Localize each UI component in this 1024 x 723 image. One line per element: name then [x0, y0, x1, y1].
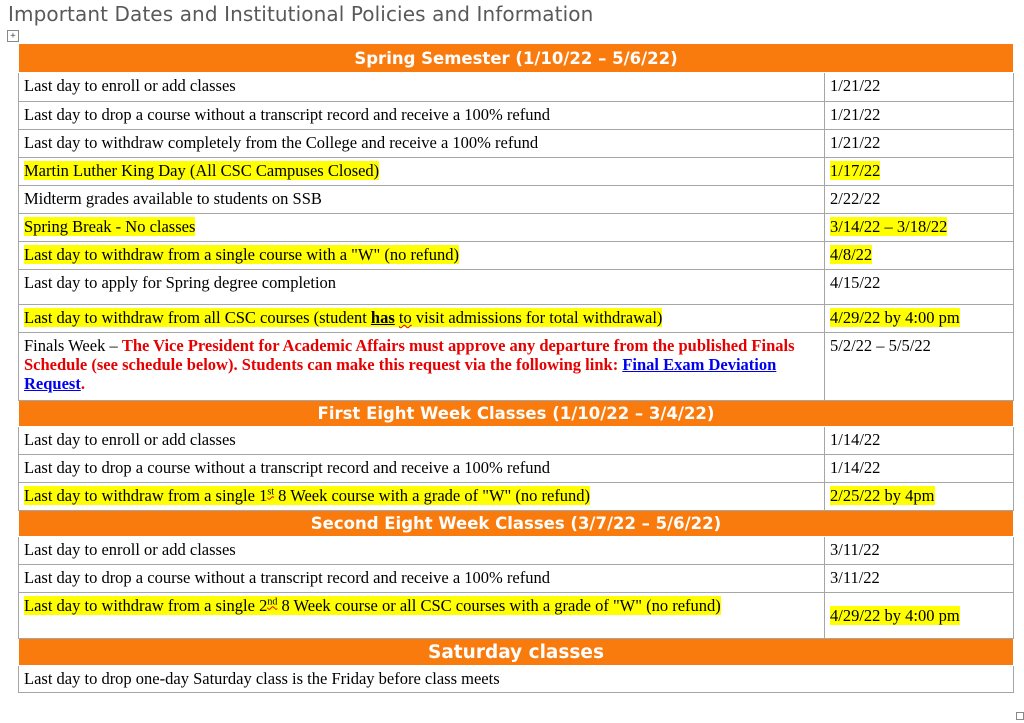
row-date: 3/11/22: [825, 565, 1014, 593]
table-row: [19, 242, 1014, 270]
ordinal-suffix: nd: [267, 596, 278, 608]
row-description: [19, 158, 825, 186]
row-description: [19, 593, 825, 639]
table-row: [19, 305, 1014, 333]
row-description: Last day to apply for Spring degree completion: [19, 270, 825, 305]
highlighted-text: 3/14/22 – 3/18/22: [830, 217, 948, 236]
row-description: Midterm grades available to students on SSB: [19, 186, 825, 214]
row-date: [825, 305, 1014, 333]
row-date: [825, 242, 1014, 270]
table-row: [19, 158, 1014, 186]
highlighted-text: [24, 308, 662, 327]
row-description: [19, 483, 825, 511]
row-date: 5/2/22 – 5/5/22: [825, 333, 1014, 401]
text-segment: visit admissions for total withdrawal): [411, 308, 663, 327]
table-move-handle-icon[interactable]: +: [7, 30, 19, 42]
highlighted-text: 2/25/22 by 4pm: [830, 486, 935, 505]
highlighted-text: Martin Luther King Day (All CSC Campuses Closed): [24, 161, 380, 180]
row-date: 1/21/22: [825, 73, 1014, 102]
table-row: [19, 537, 1014, 565]
table-row-finals: [19, 333, 1014, 401]
section-title: First Eight Week Classes (1/10/22 – 3/4/22): [19, 401, 1014, 427]
table-row: [19, 186, 1014, 214]
row-date: [825, 214, 1014, 242]
text-segment: 8 Week course or all CSC courses with a grade of "W" (no refund): [277, 596, 721, 615]
finals-period: .: [80, 374, 85, 393]
underlined-word: has: [370, 308, 395, 327]
row-description: Last day to withdraw completely from the College and receive a 100% refund: [19, 130, 825, 158]
row-description: [19, 333, 825, 401]
table-row: [19, 427, 1014, 455]
section-title: Second Eight Week Classes (3/7/22 – 5/6/22): [19, 511, 1014, 537]
row-date: 1/14/22: [825, 455, 1014, 483]
text-segment: Last day to withdraw from a single 2: [24, 596, 268, 615]
final-exam-deviation-link[interactable]: Final Exam Deviation Request: [24, 355, 777, 393]
row-date: 1/21/22: [825, 102, 1014, 130]
highlighted-text: 4/29/22 by 4:00 pm: [830, 308, 960, 327]
row-description: Last day to enroll or add classes: [19, 73, 825, 102]
row-description: Last day to drop one-day Saturday class is the Friday before class meets: [19, 666, 1014, 693]
table-row: [19, 455, 1014, 483]
row-description: [19, 214, 825, 242]
table-row: [19, 593, 1014, 639]
spellcheck-word: to: [398, 308, 412, 327]
text-segment: 8 Week course with a grade of "W" (no refund): [274, 486, 591, 505]
text-segment: Last day to withdraw from all CSC courses (student: [24, 308, 371, 327]
row-description: Last day to drop a course without a transcript record and receive a 100% refund: [19, 565, 825, 593]
section-title: Spring Semester (1/10/22 – 5/6/22): [19, 44, 1014, 73]
highlighted-text: [24, 486, 590, 505]
table-row: [19, 214, 1014, 242]
row-date: 4/15/22: [825, 270, 1014, 305]
row-date: 1/21/22: [825, 130, 1014, 158]
row-description: Last day to drop a course without a transcript record and receive a 100% refund: [19, 102, 825, 130]
highlighted-text: 1/17/22: [830, 161, 881, 180]
row-description: [19, 305, 825, 333]
table-row: [19, 483, 1014, 511]
important-dates-table: [18, 43, 1014, 693]
table-row: [19, 565, 1014, 593]
row-date: 2/22/22: [825, 186, 1014, 214]
row-date: 3/11/22: [825, 537, 1014, 565]
table-resize-handle[interactable]: [1016, 712, 1024, 720]
section-title: Saturday classes: [19, 639, 1014, 666]
table-row: [19, 73, 1014, 102]
row-date: [825, 158, 1014, 186]
section-header-saturday: [19, 639, 1014, 666]
row-date: [825, 483, 1014, 511]
row-description: Last day to drop a course without a transcript record and receive a 100% refund: [19, 455, 825, 483]
highlighted-text: Spring Break - No classes: [24, 217, 196, 236]
finals-warning: The Vice President for Academic Affairs must approve any departure from the published Finals Schedule (see schedule below). Students can make this request via the following link:: [24, 336, 795, 374]
table-row: [19, 666, 1014, 693]
highlighted-text: [24, 596, 721, 615]
highlighted-text: 4/8/22: [830, 245, 873, 264]
ordinal-suffix: st: [267, 486, 274, 498]
row-description: Last day to enroll or add classes: [19, 427, 825, 455]
highlighted-text: Last day to withdraw from a single course with a "W" (no refund): [24, 245, 460, 264]
finals-lead: Finals Week –: [24, 336, 122, 355]
table-row: [19, 130, 1014, 158]
table-row: [19, 270, 1014, 305]
row-description: [19, 242, 825, 270]
row-date: [825, 593, 1014, 639]
section-header-first-eight: [19, 401, 1014, 427]
section-header-spring: [19, 44, 1014, 73]
table-row: [19, 102, 1014, 130]
highlighted-text: 4/29/22 by 4:00 pm: [830, 606, 960, 625]
row-date: 1/14/22: [825, 427, 1014, 455]
row-description: Last day to enroll or add classes: [19, 537, 825, 565]
document-heading: Important Dates and Institutional Policies and Information: [8, 2, 594, 26]
text-segment: Last day to withdraw from a single 1: [24, 486, 268, 505]
section-header-second-eight: [19, 511, 1014, 537]
